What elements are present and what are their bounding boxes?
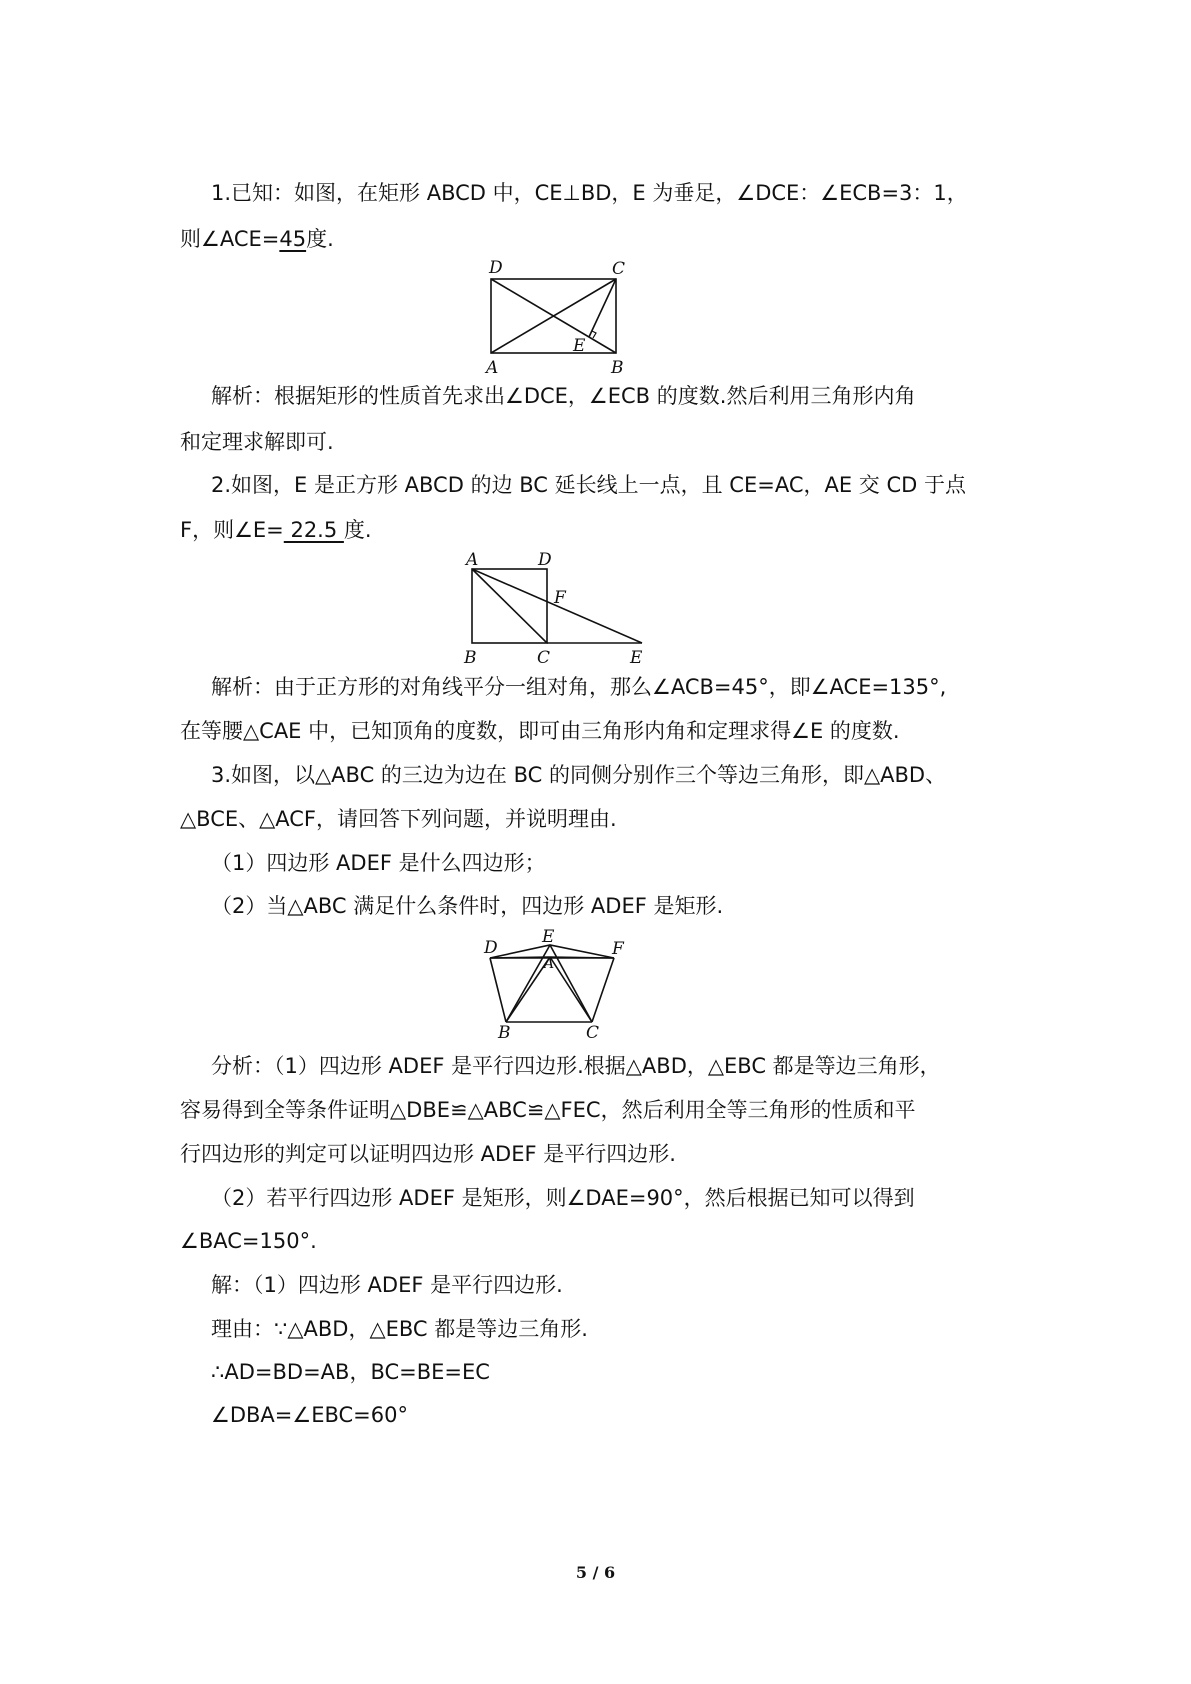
page-number: 5 / 6 xyxy=(575,1563,616,1582)
segment-ca xyxy=(550,957,592,1022)
q1-analysis-line2: 和定理求解即可. xyxy=(180,430,334,454)
q3-subquestion-1: （1）四边形 ADEF 是什么四边形； xyxy=(211,851,546,875)
label-D: D xyxy=(489,258,503,278)
q3-solution-line1: 解：（1）四边形 ADEF 是平行四边形. xyxy=(211,1273,563,1297)
q3-text-line2: △BCE、△ACF，请回答下列问题，并说明理由. xyxy=(180,807,617,831)
q3-solution-line4: ∠DBA=∠EBC=60° xyxy=(211,1403,408,1427)
label-B: B xyxy=(611,358,624,378)
q1-analysis-line1: 解析：根据矩形的性质首先求出∠DCE，∠ECB 的度数.然后利用三角形内角 xyxy=(211,384,916,408)
label-A: A xyxy=(486,358,499,378)
segment-fc xyxy=(592,958,614,1022)
q1-text-line1: 1.已知：如图，在矩形 ABCD 中，CE⊥BD，E 为垂足，∠DCE：∠ECB=3：1， xyxy=(211,181,968,205)
label-A: A xyxy=(544,956,555,972)
q3-analysis-line5: ∠BAC=150°. xyxy=(180,1229,317,1253)
label-B: B xyxy=(464,648,477,668)
right-angle-mark xyxy=(592,331,596,338)
label-F: F xyxy=(554,588,566,608)
q3-triangles-figure xyxy=(476,926,636,1044)
q1-text-line2 xyxy=(180,224,334,254)
q3-solution-line2: 理由：∵△ABD，△EBC 都是等边三角形. xyxy=(211,1317,588,1341)
q1-suffix: 度. xyxy=(306,227,334,251)
label-E: E xyxy=(630,648,643,668)
label-D: D xyxy=(484,938,498,958)
label-C: C xyxy=(612,259,626,279)
q3-analysis-line4: （2）若平行四边形 ADEF 是矩形，则∠DAE=90°，然后根据已知可以得到 xyxy=(211,1186,915,1210)
q3-solution-line3: ∴AD=BD=AB，BC=BE=EC xyxy=(211,1360,490,1384)
label-C: C xyxy=(537,648,551,668)
label-D: D xyxy=(538,550,552,570)
q1-prefix: 则∠ACE= xyxy=(180,227,280,251)
label-E: E xyxy=(573,336,586,356)
label-F: F xyxy=(612,939,624,959)
q2-answer: 22.5 xyxy=(283,518,344,542)
q2-analysis-line1: 解析：由于正方形的对角线平分一组对角，那么∠ACB=45°，即∠ACE=135°, xyxy=(211,675,947,699)
q2-square-figure xyxy=(460,547,660,669)
label-A: A xyxy=(466,550,479,570)
q2-suffix: 度. xyxy=(343,518,372,542)
segment-db xyxy=(490,958,506,1022)
q3-text-line1: 3.如图，以△ABC 的三边为边在 BC 的同侧分别作三个等边三角形，即△ABD、 xyxy=(211,763,947,787)
q1-rectangle-figure xyxy=(480,256,640,378)
q3-analysis-line1: 分析：（1）四边形 ADEF 是平行四边形.根据△ABD，△EBC 都是等边三角形， xyxy=(211,1054,941,1078)
label-B: B xyxy=(498,1023,511,1043)
q3-analysis-line2: 容易得到全等条件证明△DBE≌△ABC≌△FEC，然后利用全等三角形的性质和平 xyxy=(180,1098,916,1122)
label-E: E xyxy=(542,927,555,947)
segment-da xyxy=(490,957,550,958)
q3-subquestion-2: （2）当△ABC 满足什么条件时，四边形 ADEF 是矩形. xyxy=(211,894,724,918)
diagonal-ac xyxy=(472,569,547,643)
segment-fa xyxy=(550,957,614,958)
q3-analysis-line3: 行四边形的判定可以证明四边形 ADEF 是平行四边形. xyxy=(180,1142,676,1166)
q2-text-line1: 2.如图，E 是正方形 ABCD 的边 BC 延长线上一点，且 CE=AC，AE 交 CD 于点 xyxy=(211,473,966,497)
q2-analysis-line2: 在等腰△CAE 中，已知顶角的度数，即可由三角形内角和定理求得∠E 的度数. xyxy=(180,719,900,743)
label-C: C xyxy=(586,1023,600,1043)
q1-answer: 45 xyxy=(279,227,307,251)
q2-prefix: F，则∠E= xyxy=(180,518,284,542)
q2-text-line2 xyxy=(180,515,372,545)
